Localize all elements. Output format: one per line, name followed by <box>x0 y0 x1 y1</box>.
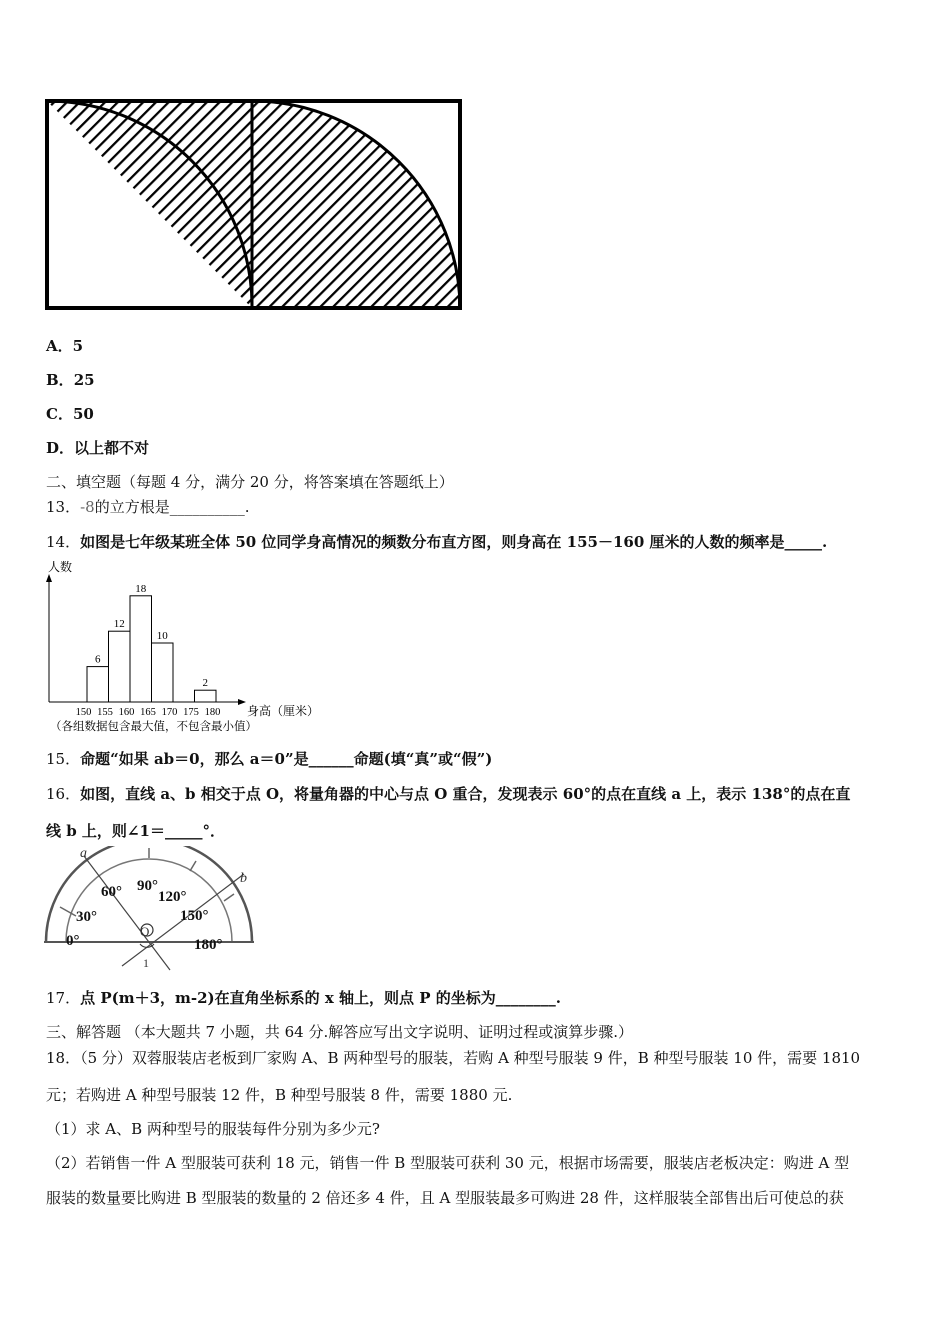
bar-value-label: 10 <box>156 630 168 642</box>
question-16-line1: 16．如图，直线 a、b 相交于点 O，将量角器的中心与点 O 重合，发现表示 60°的点在直线 a 上，表示 138°的点在直 <box>46 785 851 803</box>
histogram-chart <box>44 558 324 738</box>
bar-value-label: 6 <box>95 653 101 666</box>
histogram-bar <box>109 631 131 702</box>
x-tick-label: 170 <box>161 707 178 718</box>
tick-120 <box>190 861 196 871</box>
label-b: b <box>240 871 247 886</box>
choice-a: A．5 <box>46 337 84 355</box>
question-18-line2: 元；若购进 A 种型号服装 12 件，B 种型号服装 8 件，需要 1880 元. <box>46 1086 513 1104</box>
bar-value-label: 12 <box>113 618 125 631</box>
question-15: 15．命题“如果 ab＝0，那么 a＝0”是______命题(填“真”或“假”) <box>46 750 493 768</box>
y-axis-label: 人数 <box>48 560 73 574</box>
question-14: 14．如图是七年级某班全体 50 位同学身高情况的频数分布直方图，则身高在 155－160 厘米的人数的频率是_____. <box>46 533 828 551</box>
question-18-sub2-line1: （2）若销售一件 A 型服装可获利 18 元，销售一件 B 型服装可获利 30 元，根据市场需要，服装店老板决定：购进 A 型 <box>46 1154 850 1172</box>
hatched-arc-figure <box>44 98 464 312</box>
question-18-sub2-line2: 服装的数量要比购进 B 型服装的数量的 2 倍还多 4 件，且 A 型服装最多可购进 28 件，这样服装全部售出后可使总的获 <box>46 1189 844 1207</box>
x-axis-label: 身高（厘米） <box>247 704 320 718</box>
question-16-line2: 线 b 上，则∠1＝_____°． <box>46 822 225 840</box>
x-tick-label: 165 <box>140 707 156 718</box>
section3-title: 三、解答题 （本大题共 7 小题，共 64 分.解答应写出文字说明、证明过程或演算步骤.） <box>46 1023 634 1041</box>
choice-c: C．50 <box>46 405 94 423</box>
label-a: a <box>80 846 87 861</box>
deg-0: 0° <box>66 933 80 949</box>
deg-120: 120° <box>158 889 187 905</box>
question-13: 13．-8的立方根是__________. <box>46 498 250 516</box>
bar-value-label: 18 <box>135 582 147 595</box>
histogram-bar <box>87 667 109 702</box>
tick-150 <box>224 894 234 901</box>
histogram-bar <box>195 690 217 702</box>
question-17: 17．点 P(m＋3，m-2)在直角坐标系的 x 轴上，则点 P 的坐标为________. <box>46 989 561 1007</box>
x-tick-label: 180 <box>204 707 221 718</box>
histogram-bar <box>152 643 174 702</box>
section2-title: 二、填空题（每题 4 分，满分 20 分，将答案填在答题纸上） <box>46 473 454 491</box>
protractor-figure <box>44 846 264 976</box>
x-tick-label: 175 <box>183 707 199 718</box>
q13-expr: -8 <box>80 498 95 516</box>
label-1: 1 <box>143 956 149 970</box>
choice-d: D．以上都不对 <box>46 439 150 457</box>
deg-60: 60° <box>101 884 122 900</box>
label-o: O <box>140 924 150 939</box>
x-tick-label: 160 <box>118 707 135 718</box>
x-tick-label: 150 <box>75 707 92 718</box>
chart-note: （各组数据包含最大值，不包含最小值） <box>50 721 257 733</box>
deg-30: 30° <box>76 909 97 925</box>
deg-150: 150° <box>180 908 209 924</box>
x-tick-label: 155 <box>97 707 113 718</box>
deg-90: 90° <box>137 878 158 894</box>
deg-180: 180° <box>194 937 223 953</box>
y-axis-arrow <box>46 574 52 582</box>
histogram-bar <box>130 596 152 702</box>
choice-b: B．25 <box>46 371 95 389</box>
question-18-line1: 18．（5 分）双蓉服装店老板到厂家购 A、B 两种型号的服装，若购 A 种型号服装 9 件，B 种型号服装 10 件，需要 1810 <box>46 1049 861 1067</box>
question-18-sub1: （1）求 A、B 两种型号的服装每件分别为多少元? <box>46 1120 380 1138</box>
x-axis-arrow <box>238 699 246 705</box>
bar-value-label: 2 <box>202 677 208 690</box>
